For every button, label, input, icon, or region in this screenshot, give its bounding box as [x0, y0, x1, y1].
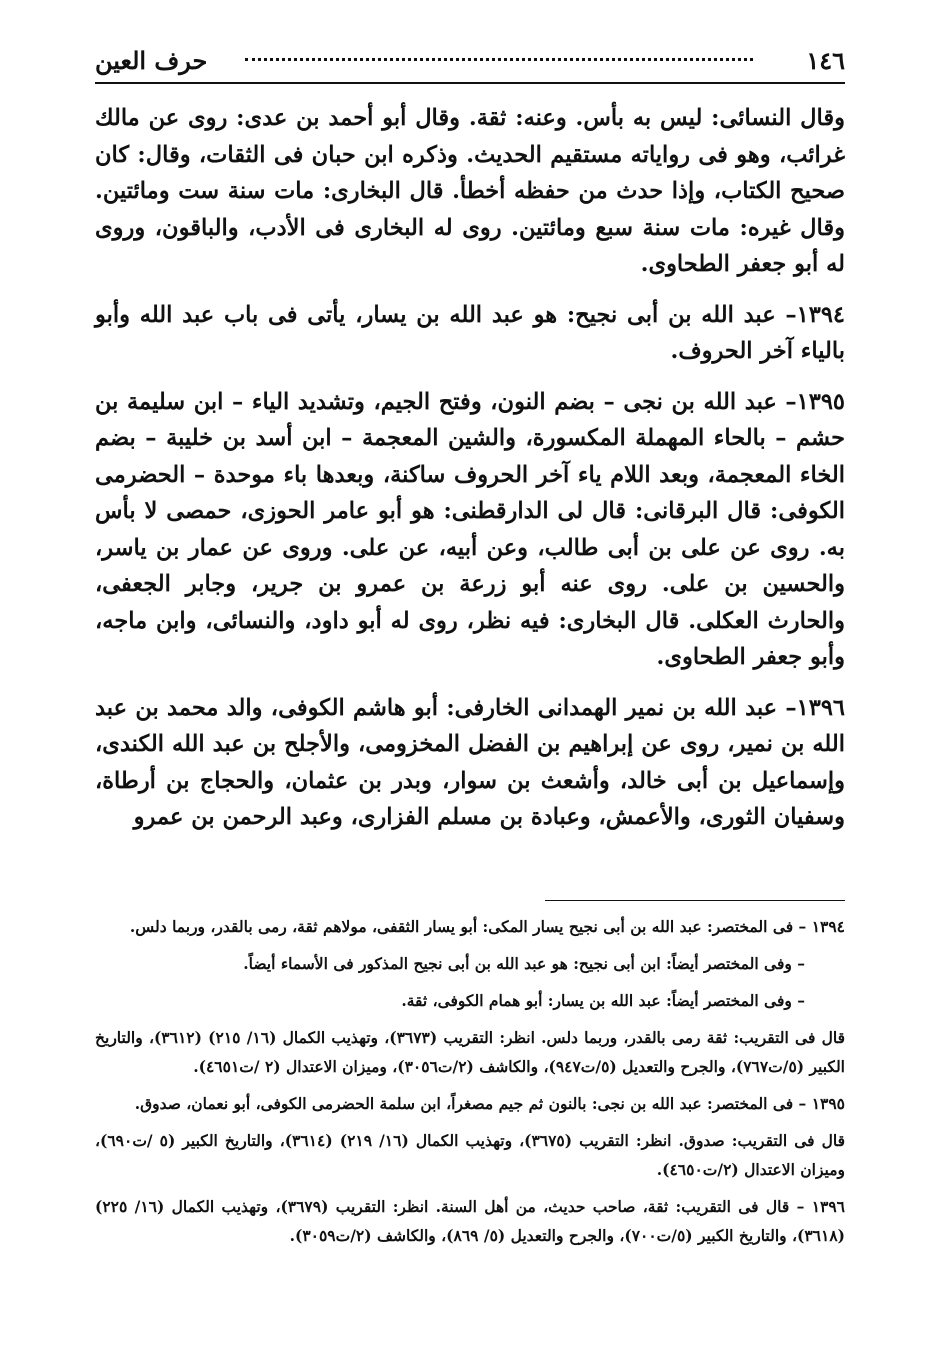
entry-1394 [95, 297, 845, 370]
footnote-1394-taqrib: قال فى التقريب: ثقة رمى بالقدر، وربما دلس. انظر: التقريب (٣٦٧٣)، وتهذيب الكمال (١٦/ ٢١٥) (٣٦١٢)، والتاريخ الكبير (٥/ت٧٦٧)، والجرح والتعديل (٥/ت٩٤٧)، والكاشف (٢/ت٣٠٥٦)، وميزان الاعتدال (٢ /ت٤٦٥١). [95, 1028, 846, 1076]
entry-number: ١٣٩٥ [796, 388, 845, 415]
footnote-1394: ١٣٩٤ – فى المختصر: عبد الله بن أبى نجيح يسار المكى: أبو يسار الثقفى، مولاهم ثقة، رمى بالقدر، وربما دلس. [129, 917, 845, 936]
running-header [95, 42, 845, 84]
page-number: ١٤٦ [806, 46, 845, 75]
entry-text: – عبد الله بن نجى – بضم النون، وفتح الجيم، وتشديد الياء – ابن سليمة بن حشم – بالحاء المهملة المكسورة، والشين المعجمة – ابن أسد بن خليبة – بضم الخاء المعجمة، وبعد اللام ياء آخر الحروف ساكنة، وبعدها باء موحدة – الحضرمى الكوفى: قال البرقانى: قال لى الدارقطنى: هو أبو عامر الحوزى، حمصى لا بأس به. روى عن على بن أبى طالب، وعن أبيه، عن على. وروى عن عمار بن ياسر، والحسين بن على. روى عنه أبو زرعة بن عمرو بن جرير، وجابر الجعفى، والحارث العكلى. قال البخارى: فيه نظر، روى له أبو داود، والنسائى، وابن ماجه، وأبو جعفر الطحاوى. [95, 388, 845, 670]
footnote-separator [545, 900, 845, 901]
footnote-1395-taqrib: قال فى التقريب: صدوق. انظر: التقريب (٣٦٧٥)، وتهذيب الكمال (١٦/ ٢١٩) (٣٦١٤)، والتاريخ الكبير (٥ /ت٦٩٠)، وميزان الاعتدال (٢/ت٤٦٥٠). [95, 1131, 845, 1179]
footnote-1395: ١٣٩٥ – فى المختصر: عبد الله بن نجى: بالنون ثم جيم مصغراً، ابن سلمة الحضرمى الكوفى، أبو نعمان، صدوق. [134, 1094, 845, 1113]
chapter-title: حرف العين [95, 46, 208, 75]
footnote-1396: ١٣٩٦ – قال فى التقريب: ثقة، صاحب حديث، من أهل السنة. انظر: التقريب (٣٦٧٩)، وتهذيب الكمال (١٦/ ٢٢٥) (٣٦١٨)، والتاريخ الكبير (٥/ت٧٠٠)، والجرح والتعديل (٥/ ٨٦٩)، والكاشف (٢/ت٣٠٥٩). [95, 1197, 845, 1245]
entry-1395 [95, 384, 845, 676]
entry-text: – عبد الله بن أبى نجيح: هو عبد الله بن يسار، يأتى فى باب عبد الله وأبو بالياء آخر الحروف. [95, 301, 845, 364]
entry-1396 [95, 690, 845, 836]
entry-number: ١٣٩٤ [796, 301, 845, 328]
main-text [95, 100, 845, 836]
paragraph-continuation: وقال النسائى: ليس به بأس. وعنه: ثقة. وقال أبو أحمد بن عدى: روى عن مالك غرائب، وهو فى رواياته مستقيم الحديث. وذكره ابن حبان فى الثقات، وقال: كان صحيح الكتاب، وإذا حدث من حفظه أخطأ. قال البخارى: مات سنة ست ومائتين. وقال غيره: مات سنة سبع ومائتين. روى له البخارى فى الأدب، والباقون، وروى له أبو جعفر الطحاوى. [95, 105, 845, 277]
entry-text: – عبد الله بن نمير الهمدانى الخارفى: أبو هاشم الكوفى، والد محمد بن عبد الله بن نمير، روى عن إبراهيم بن الفضل المخزومى، والأجلح بن عبد الله الكندى، وإسماعيل بن أبى خالد، وأشعث بن سوار، وبدر بن عثمان، والحجاج بن أرطاة، وسفيان الثورى، والأعمش، وعبادة بن مسلم الفزارى، وعبد الرحمن بن عمرو [95, 694, 845, 830]
header-dotted-leader [245, 58, 753, 61]
footnotes [95, 912, 845, 1258]
entry-number: ١٣٩٦ [796, 694, 845, 721]
footnote-1394-note-b: – وفى المختصر أيضاً: ابن أبى نجيح: هو عبد الله بن أبى نجيح المذكور فى الأسماء أيضاً. [243, 954, 805, 973]
footnote-1394-note-c: – وفى المختصر أيضاً: عبد الله بن يسار: أبو همام الكوفى، ثقة. [401, 991, 805, 1010]
